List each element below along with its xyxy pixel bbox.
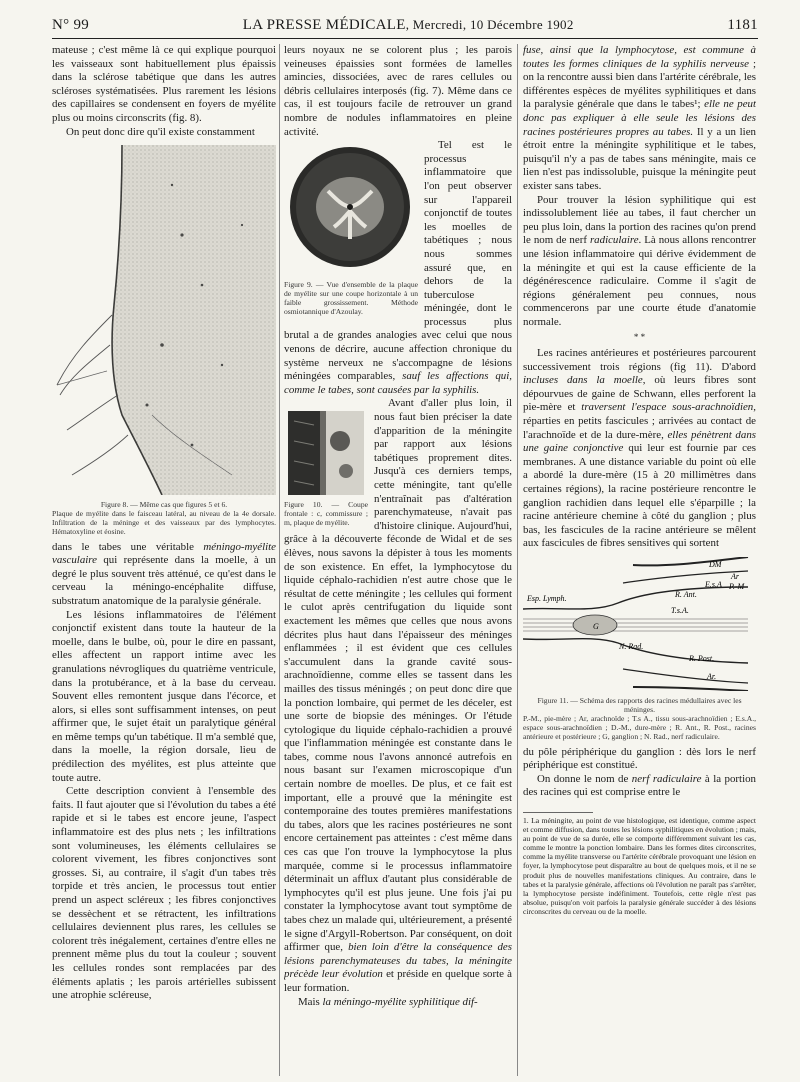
text-run: . Là nous allons rencontrer une lésion inflammatoire qui dérive évidemment de la méningite et qui est la cause efficiente de la dégénérescence radiculaire. Comme il s'agit de régions généralement peu connues, nous commencerons par une courte étude d'anatomie normale. bbox=[523, 234, 756, 328]
emphasis: fuse, ainsi que la lymphocytose, est commune à toutes les formes cliniques de la syphilis nerveuse bbox=[523, 44, 756, 70]
figure-10 bbox=[284, 411, 368, 527]
text-run: , où leurs fibres sont dépourvues de gaine de Schwann, elles perforent la pie-mère et bbox=[523, 374, 756, 414]
footnote: 1. La méningite, au point de vue histologique, est identique, comme aspect et comme diffusion, dans toutes les lésions syphilitiques en évolution ; mais, au point de vue de sa durée, elle se comporte différemment suivant les cas, comme le montre la ponction lombaire. Dans les formes dites circonscrites, comme la myélite transverse ou l'artérite cérébrale provoquant une lésion en foyer, la lymphocytose peut disparaître au bout de quelques mois, et il ne se produit plus de nouvelles manifestations cliniques. Au contraire, dans le tabes et la paralysie générale, affections où l'évolution ne paraît pas s'arrêter, la lymphocytose persiste indéfiniment. Toutefois, cette règle n'est pas absolue, puisqu'on voit parfois la paralysie générale succéder à des lésions circonscrites du cerveau ou de la moelle. bbox=[523, 815, 756, 916]
paragraph bbox=[284, 996, 512, 1010]
paragraph bbox=[523, 773, 756, 800]
text-run: et préside en quelque sorte à leur formation. bbox=[284, 968, 512, 994]
paragraph: On peut donc dire qu'il existe constamment bbox=[66, 125, 255, 138]
column-1 bbox=[52, 44, 276, 1076]
column-divider bbox=[279, 44, 280, 1076]
label-r-post: R. Post. bbox=[689, 653, 715, 663]
text-run: Pour trouver la lésion syphilitique qui est indissolublement liée au tabes, il faut chercher un peu plus loin, dans la portion des racines qu'on prend le nom de nerf bbox=[523, 193, 756, 247]
paragraph bbox=[523, 347, 756, 551]
text-run: On donne le nom de bbox=[537, 772, 632, 785]
emphasis: sauf les affections qui, comme le tabes, sont causées par la syphilis. bbox=[284, 370, 512, 396]
figure-10-caption: Figure 10. — Coupe frontale : c, commissure ; m, plaque de myélite. bbox=[284, 500, 368, 528]
label-g: G bbox=[593, 621, 599, 631]
page-number: 1181 bbox=[727, 16, 758, 33]
label-n-rad: N. Rad. bbox=[619, 641, 644, 651]
label-r-ant: R. Ant. bbox=[675, 589, 697, 599]
figure-9-caption: Figure 9. — Vue d'ensemble de la plaque de myélite sur une coupe horizontale à un faible grossissement. Méthode osmiotannique d'Azoulay. bbox=[284, 279, 418, 317]
emphasis: bien loin d'être la conséquence des lésions parenchymateuses du tabes, la méningite précède leur évolution bbox=[284, 941, 512, 981]
column-divider bbox=[517, 44, 518, 1076]
text-run: à la portion des racines qui est comprise entre le bbox=[523, 772, 756, 799]
issue-date: , Mercredi, 10 Décembre 1902 bbox=[405, 16, 574, 32]
paragraph bbox=[52, 541, 276, 609]
issue-number: N° 99 bbox=[52, 16, 90, 33]
paragraph: mateuse ; c'est même là ce qui explique pourquoi les vaisseaux sont habituellement plus épaissis dans la sclérose tabétique que dans les autres scléroses systématisées. Plus rarement les lésions des capillaires se condensent en foyers de myélite plus ou moins circonscrits (fig. 8). bbox=[52, 44, 276, 124]
text-run: qui leur est fournie par ces membranes. A une distance variable du point où elle a abordé la dure-mère (15 à 20 millimètres dans certaines régions), la racine postérieure rencontre le ganglion rachidien dans lequel elle s'éparpille ; la racine antérieure chemine à côté du ganglion ; plus bas, les fascicules de la racine antérieure se mêlent aux fascicules de fibres sensitives qui sortent bbox=[523, 442, 756, 550]
figure-10-image bbox=[284, 411, 368, 495]
text-run: Mais bbox=[298, 995, 323, 1008]
section-separator: * * bbox=[633, 332, 646, 343]
figure-8-image bbox=[52, 145, 276, 495]
text-run: , réparties en petits fascicules ; arrivées au contact de l'arachnoïde et de la dure-mère, bbox=[523, 401, 756, 441]
label-esa: E.s.A bbox=[705, 579, 722, 589]
figure-8-title: Figure 8. — Même cas que figures 5 et 6. bbox=[100, 499, 228, 509]
header-rule bbox=[52, 38, 758, 39]
label-ar: Ar bbox=[731, 571, 739, 581]
emphasis: la méningo-myélite syphilitique dif- bbox=[322, 995, 478, 1008]
footnote-rule bbox=[523, 812, 593, 813]
journal-name: LA PRESSE MÉDICALE bbox=[242, 16, 406, 33]
journal-title bbox=[243, 17, 574, 34]
label-ar-2: Ar. bbox=[707, 671, 717, 681]
paragraph: leurs noyaux ne se colorent plus ; les parois veineuses épaissies sont formées de lamelles amincies, dissociées, avec de rares cellules ou débris cellulaires interposés (fig. 7). Même dans ce cas, il est toujours facile de retrouver un grand nombre de nodules inflammatoires en pleine activité. bbox=[284, 44, 512, 138]
paragraph bbox=[523, 44, 756, 194]
emphasis: elles pénètrent dans une gaine conjonctive bbox=[523, 428, 756, 455]
text-run: Tel est le processus inflammatoire que l'on peut observer sur l'appareil conjonctif de toutes les moelles de tabétiques ; nous nous sommes assuré que, en dehors de la tuberculose méningée, dont le processus plus brutal a de grandes analogies avec celui que nous venons de décrire, aucune affection chronique du système nerveux ne s'accompagne de lésions méningées comparables, bbox=[284, 139, 512, 383]
text-run: Avant d'aller plus loin, il nous faut bien préciser la date d'apparition de la méningite par rapport aux lésions tabétiques proprement dites. Jusqu'à ces derniers temps, cette méningite, tant qu'elle n'entraînait pas d'altération parenchymateuse, n'avait pas d'histoire clinique. Aujourd'hui, grâce à la découverte féconde de Widal et de ses élèves, nous savons la dépister à tous les moments de son existence. En effet, la lymphocytose du liquide céphalo-rachidien n'est autre chose que le résultat de cette méningite ; les cellules qui forment le culot après centrifugation du liquide sont exactement les mêmes que celles que nous avons décrites plus haut dans l'épaisseur des méninges enflammées ; il est évident que ces cellules s'accumulent dans la grande cavité sous-arachnoïdienne, comme elles se tassent dans les mailles des tissus méningés ; on peut donc dire que la ponction lombaire, qui permet de les déceler, est une sorte de biopsie des méninges. Or l'étude cytologique du liquide céphalo-rachidien a prouvé que l'inflammation méningée est constante dans le tabes, comme nous l'avons annoncé autrefois en nous basant sur l'examen microscopique d'un certain nombre de moelles. De plus, et ce fait est important, elle a prouvé que la méningite est contemporaine des toutes premières manifestations du tabes, alors que les racines postérieures ne sont encore certainement pas atteintes : c'est même dans ces cas que l'on trouve la lymphocytose la plus marquée, comme si le processus inflammatoire déterminait un afflux d'autant plus considérable de lymphocytes qu'il est plus jeune. Une fois j'ai pu constater la lymphocytose avant tout symptôme de tabes chez un malade qui, ultérieurement, a présenté le signe d'Argyll-Robertson. Par conséquent, on doit affirmer que, bbox=[284, 397, 512, 954]
figure-11-legend: P.-M., pie-mère ; Ar, arachnoïde ; T.s A., tissu sous-arachnoïdien ; E.s.A., espace sous-arachnoïdien ; D.-M., dure-mère ; R. Ant., R. Post., racines antérieure et postérieure ; G, ganglion ; N. Rad., nerf radiculaire. bbox=[523, 713, 756, 742]
paragraph: Les lésions inflammatoires de l'élément conjonctif existent dans toute la hauteur de la moelle, dans le bulbe, où, pour le dire en passant, elles affectent un rapport intime avec les granulations névrogliques du quatrième ventricule, dans la protubérance, et à la base du cerveau. Souvent elles remontent jusque dans l'écorce, et alors, si elles sont suffisamment intenses, on peut affirmer que, le sujet était un paralytique général en même temps qu'un tabétique. Il m'a semblé que, dans la moelle, la région dorsale, lieu de prédilection des myélites, est plus atteinte que toute autre. bbox=[52, 608, 276, 784]
text-run: Il y a un lien étroit entre la méningite syphilitique et le tabes, puisqu'il n'y a pas de tabes sans méningite, mais ce lien n'est pas indissoluble, puisque la méningite peut exister sans tabes. bbox=[523, 125, 756, 192]
figure-9 bbox=[284, 143, 418, 316]
figure-9-image bbox=[284, 143, 418, 275]
text-run: ; on la rencontre aussi bien dans l'artérite cérébrale, les différentes espèces de myélites syphilitiques et dans la paralysie générale que dans le tabes¹; bbox=[523, 57, 756, 111]
figure-11-caption: Figure 11. — Schéma des rapports des racines médullaires avec les méninges. bbox=[537, 695, 742, 714]
text-run: Les racines antérieures et postérieures parcourent successivement trois régions (fig 11). D'abord bbox=[523, 347, 756, 373]
label-pm: P.-M bbox=[729, 581, 745, 591]
figure-11 bbox=[523, 557, 756, 742]
emphasis: nerf radiculaire bbox=[631, 772, 702, 785]
text-run: qui représente dans la moelle, à un degré le plus souvent très atténué, ce qu'est dans le cerveau la méningo-encéphalite diffuse, substratum anatomique de la paralysie générale. bbox=[52, 554, 276, 607]
emphasis: méningo-myélite vasculaire bbox=[52, 540, 276, 567]
label-esp-lymph: Esp. Lymph. bbox=[527, 593, 567, 603]
emphasis: radiculaire bbox=[589, 234, 639, 247]
emphasis: traversent l'espace sous-arachnoïdien bbox=[581, 401, 754, 414]
figure-8-caption: Plaque de myélite dans le faisceau latéral, au niveau de la 4e dorsale. Infiltration de la méninge et des vaisseaux par des lymphocytes. Hématoxyline et éosine. bbox=[52, 508, 276, 537]
emphasis: incluses dans la moelle bbox=[523, 374, 643, 387]
column-2 bbox=[284, 44, 512, 1076]
paragraph: du pôle périphérique du ganglion : dès lors le nerf périphérique est constitué. bbox=[523, 745, 756, 772]
paragraph: Cette description convient à l'ensemble des faits. Il faut ajouter que si l'évolution du tabes a été rapide et si le tabes est encore jeune, l'aspect inflammatoire est des plus nets ; les infiltrations sont volumineuses, les éléments cellulaires se colorent vivement, les fibres conjonctives sont grosses. Si, au contraire, il s'agit d'un tabes très torpide et très ancien, le processus tout entier prend un aspect scléreux ; les fibres conjonctives se dessèchent et se rétractent, les infiltrations cellulaires deviennent plus rares, les cellules se colorent très inégalement, certaines d'entre elles ne prennent même plus du tout la couleur ; souvent les cellules rondes sont remplacées par des éléments aplatis ; les parois artérielles subissent une atrophie scléreuse, bbox=[52, 785, 276, 1002]
label-tsa: T.s.A. bbox=[671, 605, 689, 615]
text-run: dans le tabes une véritable bbox=[52, 540, 204, 553]
emphasis: elle ne peut donc pas expliquer à elle seule les lésions des racines postérieures propres au tabes. bbox=[523, 98, 756, 138]
figure-11-diagram bbox=[523, 557, 756, 691]
paragraph bbox=[523, 194, 756, 330]
column-3 bbox=[523, 44, 756, 1076]
page-header bbox=[52, 14, 758, 36]
figure-8 bbox=[52, 145, 276, 536]
label-dm: DM bbox=[709, 559, 722, 569]
